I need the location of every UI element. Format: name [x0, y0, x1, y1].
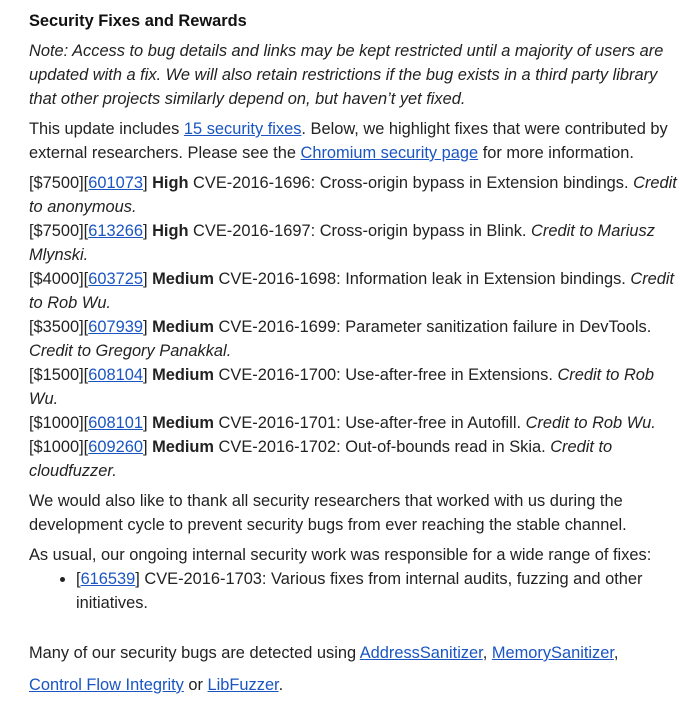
bug-link[interactable]: 613266 — [88, 222, 143, 240]
fix-bracket: ] — [135, 570, 140, 588]
fix-bracket: ] — [142, 174, 148, 192]
bug-link[interactable]: 603725 — [88, 270, 143, 288]
fix-severity: Medium — [152, 438, 214, 456]
tools-separator: or — [183, 676, 208, 694]
bug-link[interactable]: 616539 — [80, 570, 136, 588]
fix-entry — [29, 219, 680, 267]
tools-separator: , — [482, 644, 492, 662]
fix-reward: [$7500][ — [29, 222, 89, 240]
tools-text: Many of our security bugs are detected using — [29, 644, 360, 662]
fix-description: CVE-2016-1702: Out-of-bounds read in Skia. — [214, 438, 551, 456]
fix-severity: Medium — [152, 318, 214, 336]
addresssanitizer-link[interactable]: AddressSanitizer — [359, 644, 483, 662]
fix-severity: High — [152, 174, 189, 192]
spacer — [29, 621, 680, 637]
bug-link[interactable]: 608104 — [88, 366, 143, 384]
fix-entry — [29, 411, 680, 435]
fix-severity: Medium — [152, 270, 214, 288]
restriction-note: Note: Access to bug details and links may be kept restricted until a majority of users are updated with a fix. We will also retain restrictions if the bug exists in a third party library that other projects similarly depend on, but haven’t yet fixed. — [29, 42, 664, 108]
fix-bracket: [ — [76, 570, 81, 588]
fix-description: CVE-2016-1696: Cross-origin bypass in Extension bindings. — [188, 174, 634, 192]
fix-bracket: ] — [142, 270, 148, 288]
fix-reward: [$1000][ — [29, 438, 89, 456]
fix-severity: Medium — [152, 366, 214, 384]
fix-reward: [$1000][ — [29, 414, 89, 432]
intro-text: . Below, we highlight fixes that were contributed by external researchers. Please see the — [29, 120, 668, 162]
intro-paragraph — [29, 117, 680, 165]
fix-description: CVE-2016-1701: Use-after-free in Autofill. — [214, 414, 526, 432]
fix-credit: Credit to Mariusz Mlynski. — [29, 222, 655, 264]
fix-reward: [$7500][ — [29, 174, 89, 192]
fix-description: CVE-2016-1703: Various fixes from internal audits, fuzzing and other initiatives. — [76, 570, 643, 612]
fix-credit: Credit to cloudfuzzer. — [29, 438, 613, 480]
section-heading: Security Fixes and Rewards — [29, 12, 247, 30]
fix-bracket: ] — [142, 222, 148, 240]
fix-reward: [$4000][ — [29, 270, 89, 288]
fix-entry — [29, 171, 680, 219]
fix-bracket: ] — [142, 366, 148, 384]
fix-severity: Medium — [152, 414, 214, 432]
fix-entry — [29, 315, 680, 363]
memorysanitizer-link[interactable]: MemorySanitizer — [491, 644, 614, 662]
intro-text: This update includes — [29, 120, 184, 138]
fix-severity: High — [152, 222, 189, 240]
libfuzzer-link[interactable]: LibFuzzer — [207, 676, 279, 694]
fix-entry — [29, 435, 680, 483]
fix-bracket: ] — [142, 414, 148, 432]
fix-bracket: ] — [142, 438, 148, 456]
bug-link[interactable]: 601073 — [88, 174, 143, 192]
security-fixes-link[interactable]: 15 security fixes — [183, 120, 302, 138]
fix-credit: Credit to Rob Wu. — [29, 270, 675, 312]
fix-bracket: ] — [142, 318, 148, 336]
fix-credit: Credit to anonymous. — [29, 174, 677, 216]
fix-description: CVE-2016-1698: Information leak in Extension bindings. — [214, 270, 631, 288]
fix-entry — [29, 363, 680, 411]
fix-credit: Credit to Rob Wu. — [29, 366, 655, 408]
bug-link[interactable]: 607939 — [88, 318, 143, 336]
fix-description: CVE-2016-1699: Parameter sanitization failure in DevTools. — [214, 318, 652, 336]
intro-text: for more information. — [478, 144, 634, 162]
thanks-paragraph: We would also like to thank all security researchers that worked with us during the development cycle to prevent security bugs from ever reaching the stable channel. — [29, 492, 627, 534]
fix-reward: [$1500][ — [29, 366, 89, 384]
chromium-security-page-link[interactable]: Chromium security page — [300, 144, 479, 162]
fix-credit: Credit to Gregory Panakkal. — [29, 342, 232, 360]
tools-separator: , — [613, 644, 619, 662]
fix-list — [29, 171, 680, 483]
internal-fix-list — [29, 567, 680, 615]
tools-paragraph — [29, 637, 680, 701]
fix-entry — [29, 267, 680, 315]
fix-reward: [$3500][ — [29, 318, 89, 336]
fix-credit: Credit to Rob Wu. — [525, 414, 656, 432]
fix-description: CVE-2016-1700: Use-after-free in Extensions. — [214, 366, 558, 384]
tools-separator: . — [278, 676, 284, 694]
fix-description: CVE-2016-1697: Cross-origin bypass in Blink. — [188, 222, 532, 240]
control-flow-integrity-link[interactable]: Control Flow Integrity — [29, 676, 184, 694]
list-item — [76, 567, 680, 615]
bug-link[interactable]: 609260 — [88, 438, 143, 456]
internal-work-paragraph: As usual, our ongoing internal security work was responsible for a wide range of fixes: — [29, 546, 652, 564]
bug-link[interactable]: 608101 — [88, 414, 143, 432]
